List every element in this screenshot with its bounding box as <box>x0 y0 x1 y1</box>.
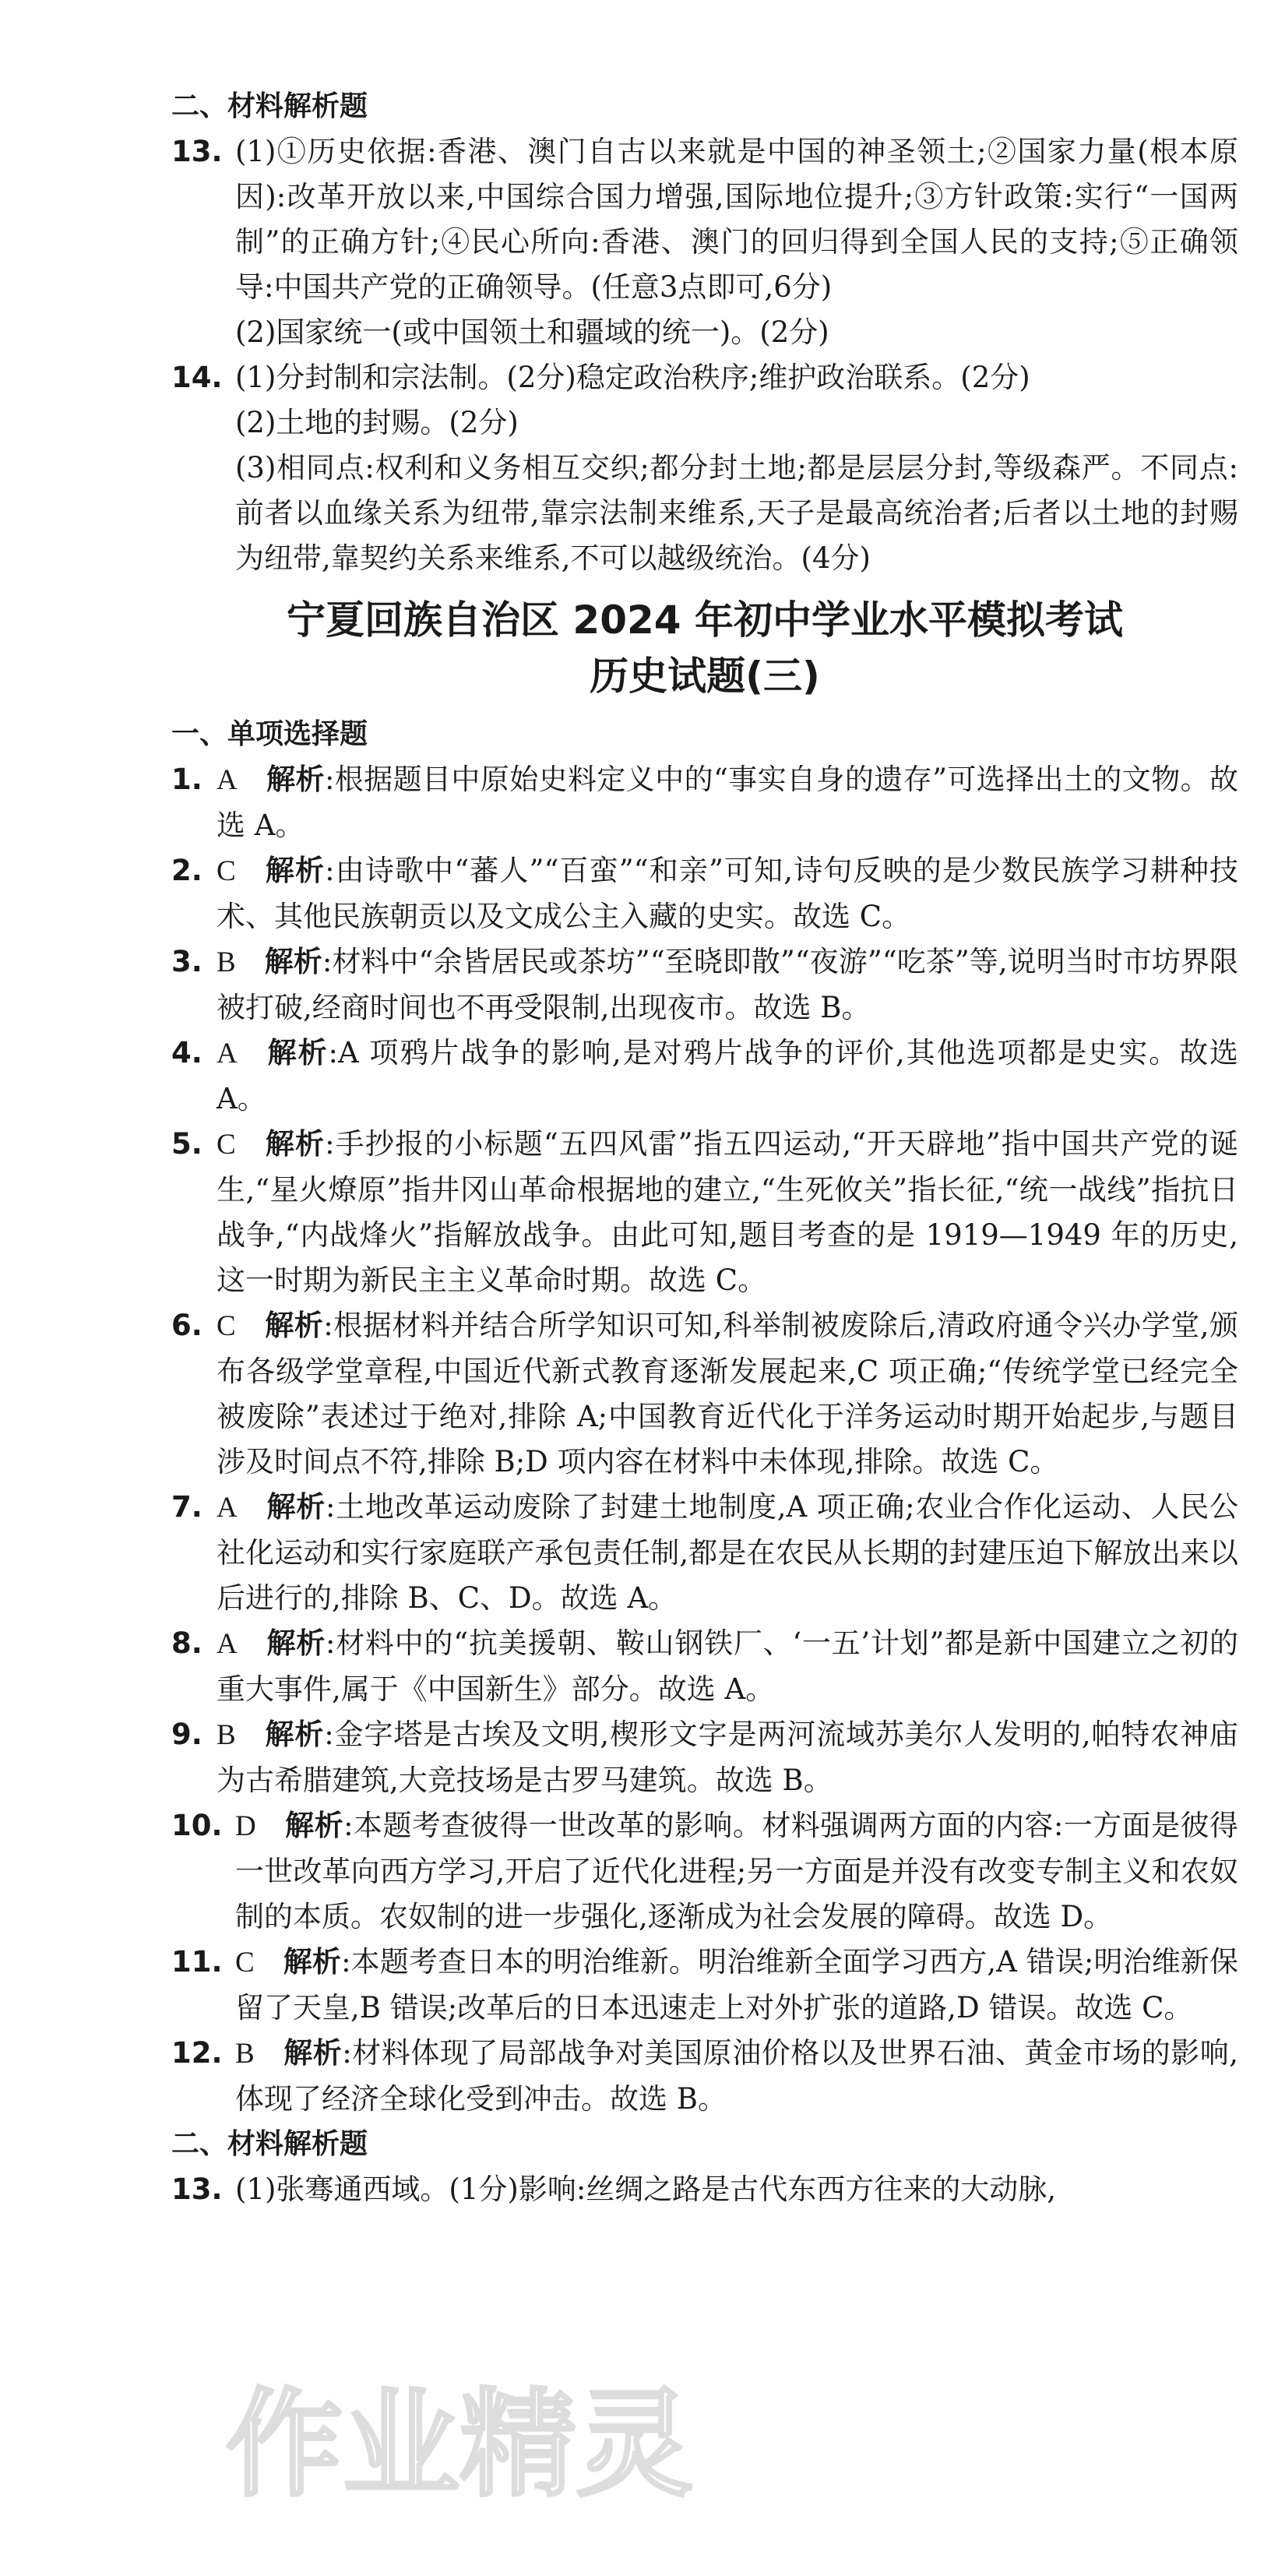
answer-letter: C <box>235 1947 255 1979</box>
answer-line <box>235 2031 1238 2122</box>
answer-paragraph: (1)分封制和宗法制。(2分)稳定政治秩序;维护政治联系。(2分) <box>235 361 1030 394</box>
answer-line <box>217 848 1238 939</box>
question-number: 6. <box>171 1309 202 1342</box>
answer-paragraph: (1)张骞通西域。(1分)影响:丝绸之路是古代东西方往来的大动脉, <box>235 2173 1057 2206</box>
question-number: 1. <box>171 763 202 796</box>
analysis-label: 解析 <box>264 1309 324 1342</box>
analysis-text: :土地改革运动废除了封建土地制度,A 项正确;农业合作化运动、人民公社化运动和实行家庭联产承包责任制,都是在农民从长期的封建压迫下解放出来以后进行的,排除 B、C、D。故选 A。 <box>217 1490 1238 1615</box>
choice-answer-item <box>171 1485 1238 1621</box>
single-choice-answer-list <box>171 757 1238 2122</box>
answer-paragraph: (3)相同点:权利和义务相互交织;都分封土地;都是层层分封,等级森严。不同点:前者以血缘关系为纽带,靠宗法制来维系,天子是最高统治者;后者以土地的封赐为纽带,靠契约关系来维系,不可以越级统治。(4分) <box>235 451 1238 575</box>
section-heading-material-analysis-1: 二、材料解析题 <box>171 90 368 122</box>
question-number: 2. <box>171 854 202 887</box>
answer-letter: C <box>217 855 236 887</box>
watermark-text: 作业精灵 <box>226 2377 694 2513</box>
choice-answer-item <box>171 1122 1238 1303</box>
question-number: 11. <box>171 1945 223 1979</box>
analysis-text: :A 项鸦片战争的影响,是对鸦片战争的评价,其他选项都是史实。故选 A。 <box>217 1036 1239 1115</box>
question-number: 13. <box>171 135 223 168</box>
choice-answer-item <box>171 1303 1238 1485</box>
answer-line <box>217 1485 1238 1621</box>
analysis-text: :材料体现了局部战争对美国原油价格以及世界石油、黄金市场的影响,体现了经济全球化受到冲击。故选 B。 <box>235 2036 1239 2116</box>
answer-line <box>217 1303 1238 1485</box>
analysis-label: 解析 <box>264 854 326 887</box>
section-heading-single-choice: 一、单项选择题 <box>171 718 368 750</box>
analysis-text: :材料中“余皆居民或茶坊”“至晓即散”“夜游”“吃茶”等,说明当时市坊界限被打破,经商时间也不再受限制,出现夜市。故选 B。 <box>217 945 1238 1024</box>
analysis-label: 解析 <box>266 1626 326 1660</box>
document-content <box>171 84 1238 2212</box>
exam-title: 宁夏回族自治区 2024 年初中学业水平模拟考试 <box>287 597 1123 643</box>
answer-letter: B <box>235 2038 255 2070</box>
answer-line <box>217 1122 1238 1303</box>
answer-line <box>217 757 1238 848</box>
analysis-text: :根据题目中原始史料定义中的“事实自身的遗存”可选择出土的文物。故选 A。 <box>217 763 1239 842</box>
choice-answer-item <box>171 848 1238 939</box>
answer-letter: A <box>217 1628 238 1660</box>
answer-line <box>235 1940 1238 2031</box>
answer-letter: B <box>217 946 236 978</box>
analysis-text: :根据材料并结合所学知识可知,科举制被废除后,清政府通令兴办学堂,颁布各级学堂章程,中国近代新式教育逐渐发展起来,C 项正确;“传统学堂已经完全被废除”表述过于绝对,排除 A;中国教育近代化于洋务运动时期开始起步,与题目涉及时间点不符,排除 B;D 项内容在材料中未体现,排除。故选 C。 <box>217 1309 1238 1478</box>
question-number: 4. <box>171 1036 202 1070</box>
choice-answer-item <box>171 1031 1238 1122</box>
answer-letter: A <box>217 764 238 796</box>
question-number: 7. <box>171 1490 202 1524</box>
answer-letter: C <box>217 1129 236 1161</box>
answer-letter: D <box>235 1810 256 1842</box>
answer-paragraph: (2)国家统一(或中国领土和疆域的统一)。(2分) <box>235 315 829 349</box>
question-number: 9. <box>171 1718 202 1751</box>
exam-subtitle: 历史试题(三) <box>590 654 820 699</box>
analysis-label: 解析 <box>264 945 322 978</box>
analysis-label: 解析 <box>283 1945 342 1979</box>
question-14-part1 <box>171 355 1238 581</box>
question-number: 14. <box>171 361 223 394</box>
choice-answer-item <box>171 1803 1238 1940</box>
section-heading-material-analysis-2: 二、材料解析题 <box>171 2128 368 2160</box>
question-number: 5. <box>171 1127 202 1161</box>
analysis-label: 解析 <box>264 1127 326 1161</box>
choice-answer-item <box>171 1712 1238 1803</box>
analysis-text: :材料中的“抗美援朝、鞍山钢铁厂、‘一五’计划”都是新中国建立之初的重大事件,属于《中国新生》部分。故选 A。 <box>217 1626 1238 1706</box>
question-number: 10. <box>171 1809 223 1842</box>
choice-answer-item <box>171 757 1238 848</box>
question-number: 8. <box>171 1626 202 1660</box>
answer-line <box>235 1803 1238 1940</box>
analysis-label: 解析 <box>284 1809 344 1842</box>
analysis-label: 解析 <box>266 1490 326 1524</box>
answer-letter: C <box>217 1310 236 1342</box>
question-number: 13. <box>171 2173 223 2206</box>
analysis-text: :本题考查彼得一世改革的影响。材料强调两方面的内容:一方面是彼得一世改革向西方学习,开启了近代化进程;另一方面是并没有改变专制主义和农奴制的本质。农奴制的进一步强化,逐渐成为社会发展的障碍。故选 D。 <box>235 1809 1238 1933</box>
answer-letter: A <box>217 1492 238 1524</box>
analysis-label: 解析 <box>266 763 325 796</box>
analysis-text: :本题考查日本的明治维新。明治维新全面学习西方,A 错误;明治维新保留了天皇,B 错误;改革后的日本迅速走上对外扩张的道路,D 错误。故选 C。 <box>235 1945 1238 2025</box>
analysis-label: 解析 <box>283 2036 343 2070</box>
choice-answer-item <box>171 1621 1238 1712</box>
answer-line <box>217 1712 1238 1803</box>
answer-paragraph: (1)①历史依据:香港、澳门自古以来就是中国的神圣领土;②国家力量(根本原因):改革开放以来,中国综合国力增强,国际地位提升;③方针政策:实行“一国两制”的正确方针;④民心所向:香港、澳门的回归得到全国人民的支持;⑤正确领导:中国共产党的正确领导。(任意3点即可,6分) <box>235 135 1238 304</box>
question-13-part2 <box>171 2167 1238 2212</box>
answer-paragraph: (2)土地的封赐。(2分) <box>235 406 519 439</box>
analysis-text: :由诗歌中“蕃人”“百蛮”“和亲”可知,诗句反映的是少数民族学习耕种技术、其他民族朝贡以及文成公主入藏的史实。故选 C。 <box>217 854 1239 933</box>
choice-answer-item <box>171 1940 1238 2031</box>
choice-answer-item <box>171 939 1238 1031</box>
choice-answer-item <box>171 2031 1238 2122</box>
analysis-text: :手抄报的小标题“五四风雷”指五四运动,“开天辟地”指中国共产党的诞生,“星火燎原”指井冈山革命根据地的建立,“生死攸关”指长征,“统一战线”指抗日战争,“内战烽火”指解放战争。由此可知,题目考查的是 1919—1949 年的历史,这一时期为新民主主义革命时期。故选 C。 <box>217 1127 1239 1297</box>
question-number: 12. <box>171 2036 223 2070</box>
question-number: 3. <box>171 945 202 978</box>
analysis-label: 解析 <box>264 1718 325 1751</box>
answer-line <box>217 1031 1238 1122</box>
answer-letter: A <box>217 1038 238 1070</box>
question-13-part1 <box>171 129 1238 355</box>
answer-letter: B <box>217 1719 236 1751</box>
answer-line <box>217 1621 1238 1712</box>
answer-line <box>217 939 1238 1031</box>
analysis-label: 解析 <box>266 1036 329 1070</box>
analysis-text: :金字塔是古埃及文明,楔形文字是两河流域苏美尔人发明的,帕特农神庙为古希腊建筑,大竞技场是古罗马建筑。故选 B。 <box>217 1718 1238 1797</box>
